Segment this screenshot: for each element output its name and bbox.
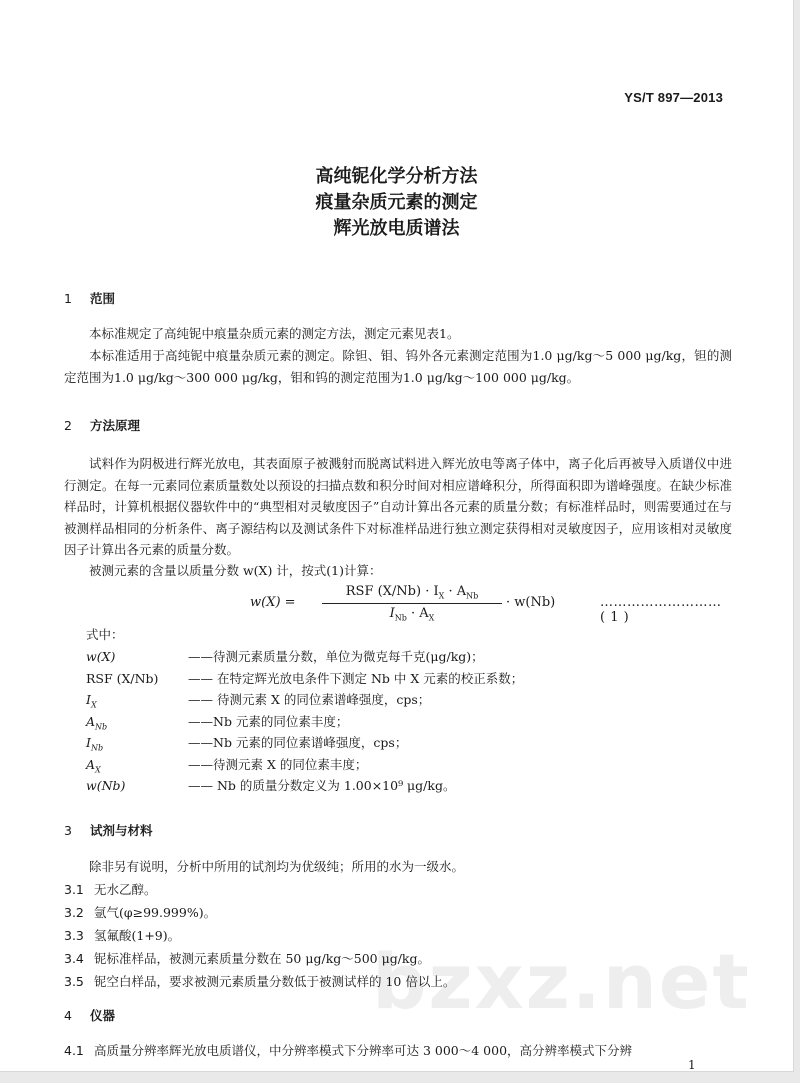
section-title: 试剂与材料 xyxy=(90,823,153,838)
section-number: 3 xyxy=(64,823,72,838)
list-item-3-3 xyxy=(64,926,180,944)
list-item-4-1 xyxy=(64,1041,632,1059)
item-text: 氢氟酸(1+9)。 xyxy=(94,928,181,943)
definition-text: ——Nb 元素的同位素谱峰强度，cps； xyxy=(188,735,408,750)
watermark: bzxz.net xyxy=(372,937,751,1026)
definition-row xyxy=(86,754,523,776)
where-label: 式中： xyxy=(86,627,124,642)
section-2-para-1: 试料作为阴极进行辉光放电，其表面原子被溅射而脱离试料进入辉光放电等离子体中，离子化后再被导入质谱仪中进行测定。在每一元素同位素质量数处以预设的扫描点数和积分时间对相应谱峰积分，所得面积即为谱峰强度。在缺少标准样品时，计算机根据仪器软件中的“典型相对灵敏度因子”自动计算出各元素的质量分数；有标准样品时，则需要通过在与被测样品相同的分析条件、离子源结构以及测试条件下对标准样品进行独立测定获得相对灵敏度因子，应用该相对灵敏度因子计算出各元素的质量分数。 xyxy=(64,456,732,557)
section-2-para-2: 被测元素的含量以质量分数 w(X) 计，按式(1)计算： xyxy=(89,563,382,578)
section-3-intro: 除非另有说明，分析中所用的试剂均为优级纯；所用的水为一级水。 xyxy=(89,859,465,874)
item-number: 3.1 xyxy=(64,882,84,897)
document-title xyxy=(0,164,793,242)
definition-symbol: $A_{Nb}$ xyxy=(86,713,108,731)
definition-row xyxy=(86,732,523,754)
equation-1 xyxy=(190,584,730,624)
item-number: 3.2 xyxy=(64,905,84,920)
formula-numerator: RSF $(X/Nb) \cdot I_X \cdot A_{Nb}$ xyxy=(322,584,502,604)
definition-symbol: $I_X$ xyxy=(86,692,97,710)
equation-number: ……………………… ( 1 ) xyxy=(600,595,722,625)
definition-symbol: $A_X$ xyxy=(86,756,101,774)
section-number: 4 xyxy=(64,1008,72,1023)
symbol-definitions xyxy=(86,646,523,797)
list-item-3-5 xyxy=(64,972,455,990)
section-title: 仪器 xyxy=(90,1008,116,1023)
formula-rhs: · w(Nb) xyxy=(506,595,556,610)
item-text: 铌标准样品，被测元素质量分数在 50 μg/kg～500 μg/kg。 xyxy=(94,951,431,966)
section-title: 范围 xyxy=(90,291,116,306)
list-item-3-4 xyxy=(64,949,430,967)
item-text: 氩气(φ≥99.999%)。 xyxy=(94,905,217,920)
formula-lhs: w(X) = xyxy=(250,595,296,610)
definition-symbol: $I_{Nb}$ xyxy=(86,735,104,753)
definition-text: —— 在特定辉光放电条件下测定 Nb 中 X 元素的校正系数； xyxy=(188,670,524,686)
item-number: 3.4 xyxy=(64,951,84,966)
standard-code: YS/T 897—2013 xyxy=(624,90,723,105)
definition-text: ——Nb 元素的同位素丰度； xyxy=(188,713,349,729)
page-number: 1 xyxy=(688,1058,696,1072)
title-line-1: 高纯铌化学分析方法 xyxy=(315,166,478,187)
list-item-3-2 xyxy=(64,903,216,921)
item-number: 4.1 xyxy=(64,1043,84,1058)
definition-text: —— 待测元素 X 的同位素谱峰强度，cps； xyxy=(188,692,431,707)
definition-row xyxy=(86,668,523,690)
title-line-2: 痕量杂质元素的测定 xyxy=(315,192,478,213)
section-3-heading xyxy=(64,821,153,839)
definition-symbol: w(Nb) xyxy=(86,778,126,793)
item-text: 无水乙醇。 xyxy=(94,882,157,897)
section-1-para-1: 本标准规定了高纯铌中痕量杂质元素的测定方法，测定元素见表1。 xyxy=(89,326,460,341)
definition-text: ——待测元素质量分数，单位为微克每千克(μg/kg)； xyxy=(188,649,484,664)
definition-row xyxy=(86,689,523,711)
formula-fraction xyxy=(322,584,502,622)
section-1-heading xyxy=(64,289,115,307)
item-number: 3.5 xyxy=(64,974,84,989)
definition-symbol: RSF (X/Nb) xyxy=(86,670,159,686)
definition-text: —— Nb 的质量分数定义为 1.00×10⁹ μg/kg。 xyxy=(188,778,456,793)
section-number: 1 xyxy=(64,291,72,306)
list-item-3-1 xyxy=(64,880,157,898)
definition-row xyxy=(86,775,523,797)
section-2-heading xyxy=(64,416,140,434)
definition-row xyxy=(86,646,523,668)
definition-row xyxy=(86,711,523,733)
item-number: 3.3 xyxy=(64,928,84,943)
section-title: 方法原理 xyxy=(90,418,141,433)
item-text: 高质量分辨率辉光放电质谱仪，中分辨率模式下分辨率可达 3 000～4 000，高分辨率模式下分辨 xyxy=(94,1043,633,1058)
formula-denominator: $I_{Nb} \cdot A_X$ xyxy=(389,605,435,623)
title-line-3: 辉光放电质谱法 xyxy=(333,218,460,239)
section-1-para-2: 本标准适用于高纯铌中痕量杂质元素的测定。除钽、钼、钨外各元素测定范围为1.0 μg/kg～5 000 μg/kg，钽的测定范围为1.0 μg/kg～300 000 μg/kg，钼和钨的测定范围为1.0 μg/kg～100 000 μg/kg。 xyxy=(64,348,732,385)
section-4-heading xyxy=(64,1006,115,1024)
section-number: 2 xyxy=(64,418,72,433)
definition-text: ——待测元素 X 的同位素丰度； xyxy=(188,756,368,772)
definition-symbol: w(X) xyxy=(86,649,116,664)
item-text: 铌空白样品，要求被测元素质量分数低于被测试样的 10 倍以上。 xyxy=(94,974,456,989)
